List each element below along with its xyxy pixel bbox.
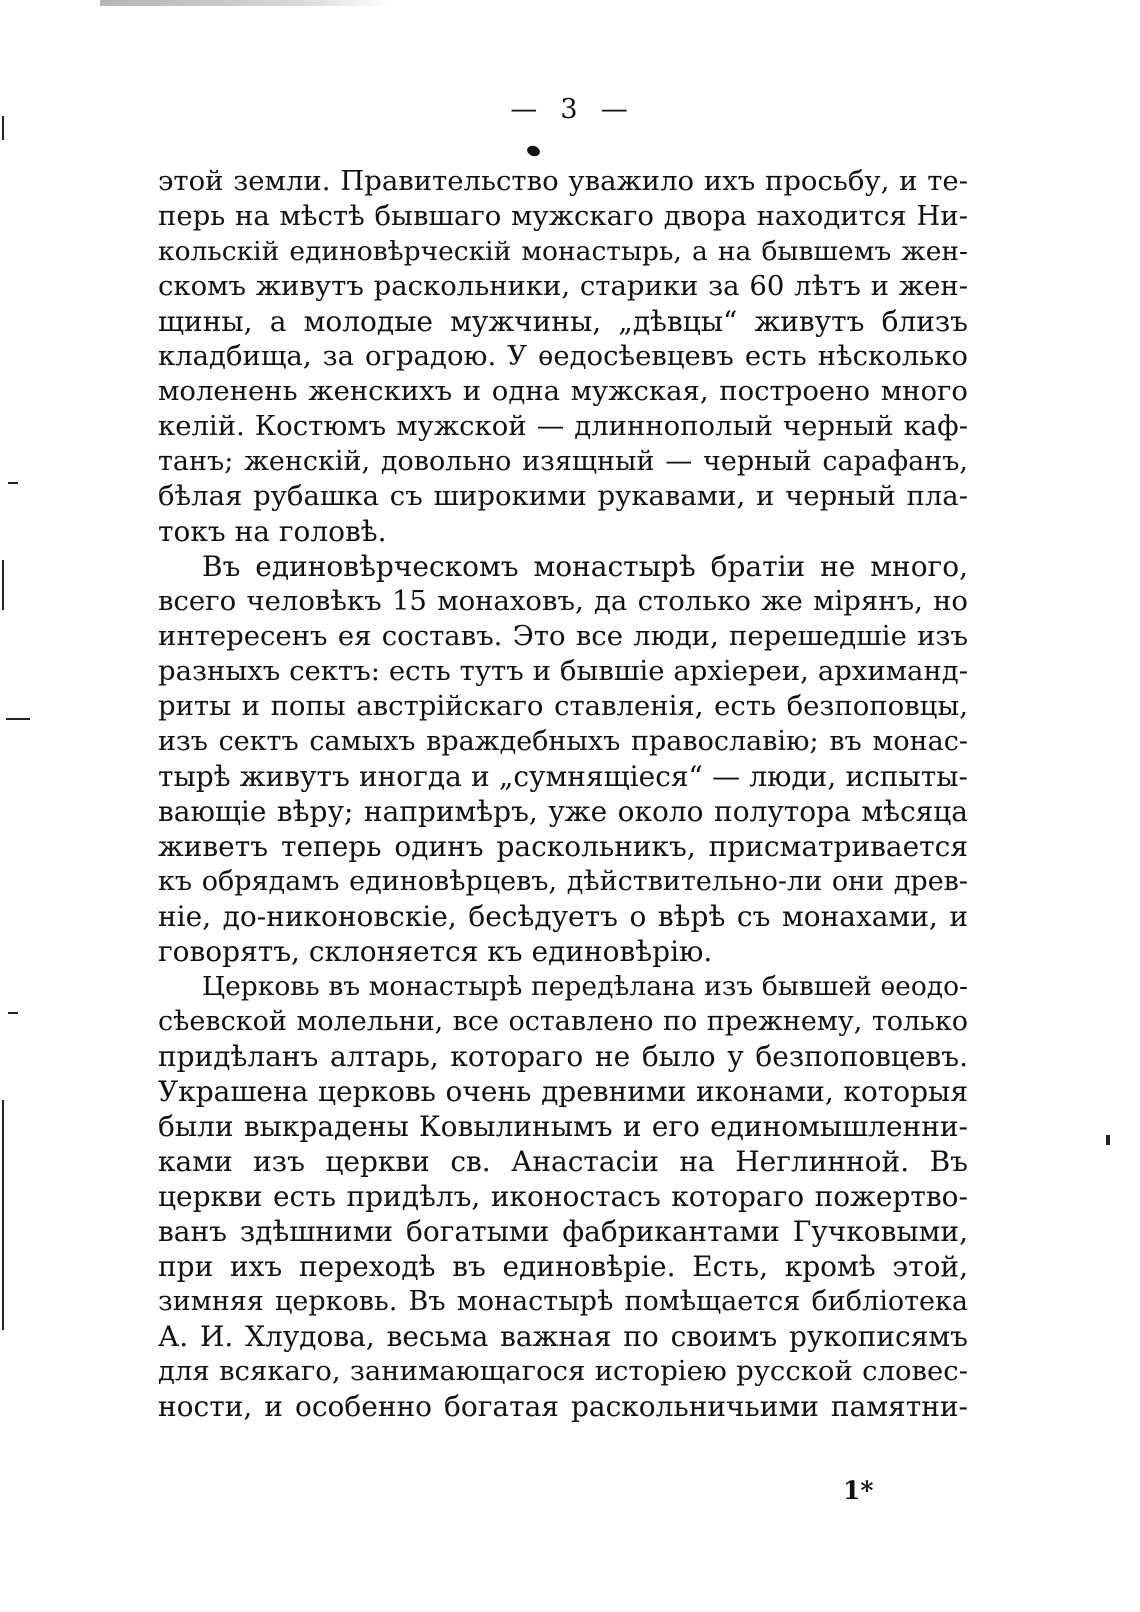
- text-line: при ихъ переходѣ въ единовѣріе. Есть, кромѣ этой,: [158, 1250, 968, 1283]
- text-line: бѣлая рубашка съ широкими рукавами, и черный пла-: [158, 480, 968, 512]
- text-line: А. И. Хлудова, весьма важная по своимъ рукописямъ: [158, 1320, 968, 1353]
- text-line: для всякаго, занимающагося исторіею русской словес-: [158, 1355, 968, 1387]
- text-line: келій. Костюмъ мужской — длиннополый черный каф-: [158, 410, 968, 442]
- text-line: щины, а молодые мужчины, „дѣвцы“ живутъ близъ: [158, 305, 968, 338]
- text-line: живетъ теперь одинъ раскольникъ, присматривается: [158, 830, 968, 863]
- text-line: кладбища, за оградою. У ѳедосѣевцевъ есть нѣсколько: [158, 340, 968, 372]
- text-line: вающіе вѣру; напримѣръ, уже около полутора мѣсяца: [158, 795, 968, 828]
- paragraph-2: [158, 549, 968, 969]
- margin-mark: [8, 482, 18, 484]
- margin-mark: [2, 560, 4, 610]
- text-line: церкви есть придѣлъ, иконостасъ котораго пожертво-: [158, 1180, 968, 1213]
- text-line: Украшена церковь очень древними иконами, которыя: [158, 1075, 968, 1108]
- paragraph-3: [158, 969, 968, 1424]
- ink-dot: [526, 144, 542, 158]
- text-line: были выкрадены Ковылинымъ и его единомышленни-: [158, 1110, 968, 1143]
- text-line: къ обрядамъ единовѣрцевъ, дѣйствительно-ли они древ-: [158, 866, 968, 897]
- text-line: тырѣ живутъ иногда и „сумнящіеся“ — люди, испыты-: [158, 760, 968, 793]
- text-line: придѣланъ алтарь, котораго не было у безпоповцевъ.: [158, 1040, 968, 1073]
- text-line: ности, и особенно богатая раскольничьими памятни-: [158, 1390, 968, 1423]
- margin-mark: [2, 116, 4, 140]
- text-line: разныхъ сектъ: есть тутъ и бывшіе архіереи, архиманд-: [158, 655, 968, 687]
- text-line: ванъ здѣшними богатыми фабрикантами Гучковыми,: [158, 1215, 968, 1248]
- text-line: токъ на головѣ.: [158, 515, 387, 548]
- text-line: ками изъ церкви св. Анастасіи на Неглинной. Въ: [158, 1145, 968, 1178]
- margin-mark: [2, 1100, 4, 1330]
- margin-mark: [8, 1012, 18, 1014]
- text-line: кольскій единовѣрческій монастырь, а на бывшемъ жен-: [158, 236, 968, 267]
- margin-mark: [1106, 1135, 1110, 1145]
- text-line: Въ единовѣрческомъ монастырѣ братіи не много,: [202, 550, 968, 583]
- text-line: риты и попы австрійскаго ставленія, есть безпоповцы,: [158, 690, 968, 722]
- text-line: этой земли. Правительство уважило ихъ просьбу, и те-: [158, 165, 968, 197]
- body-text: [158, 164, 968, 1424]
- text-line: моленень женскихъ и одна мужская, построено много: [158, 375, 968, 407]
- page-number: — 3 —: [510, 94, 630, 125]
- text-line: зимняя церковь. Въ монастырѣ помѣщается библіотека: [158, 1286, 968, 1317]
- text-line: интересенъ ея составъ. Это все люди, перешедшіе изъ: [158, 620, 968, 652]
- text-line: изъ сектъ самыхъ враждебныхъ православію; въ монас-: [158, 726, 968, 757]
- text-line: танъ; женскій, довольно изящный — черный сарафанъ,: [158, 446, 968, 477]
- text-line: перь на мѣстѣ бывшаго мужскаго двора находится Ни-: [158, 200, 968, 232]
- text-line: ніе, до-никоновскіе, бесѣдуетъ о вѣрѣ съ монахами, и: [158, 900, 968, 933]
- text-line: всего человѣкъ 15 монаховъ, да столько же мірянъ, но: [158, 585, 968, 617]
- margin-mark: [6, 718, 30, 720]
- text-line: сѣевской молельни, все оставлено по прежнему, только: [158, 1006, 968, 1037]
- text-line: скомъ живутъ раскольники, старики за 60 лѣтъ и жен-: [158, 270, 968, 302]
- text-line: Церковь въ монастырѣ передѣлана изъ бывшей ѳеодо-: [202, 971, 968, 1002]
- signature-mark: 1*: [843, 1476, 874, 1505]
- paragraph-1: [158, 164, 968, 549]
- scan-smudge: [100, 0, 390, 6]
- text-line: говорятъ, склоняется къ единовѣрію.: [158, 935, 713, 968]
